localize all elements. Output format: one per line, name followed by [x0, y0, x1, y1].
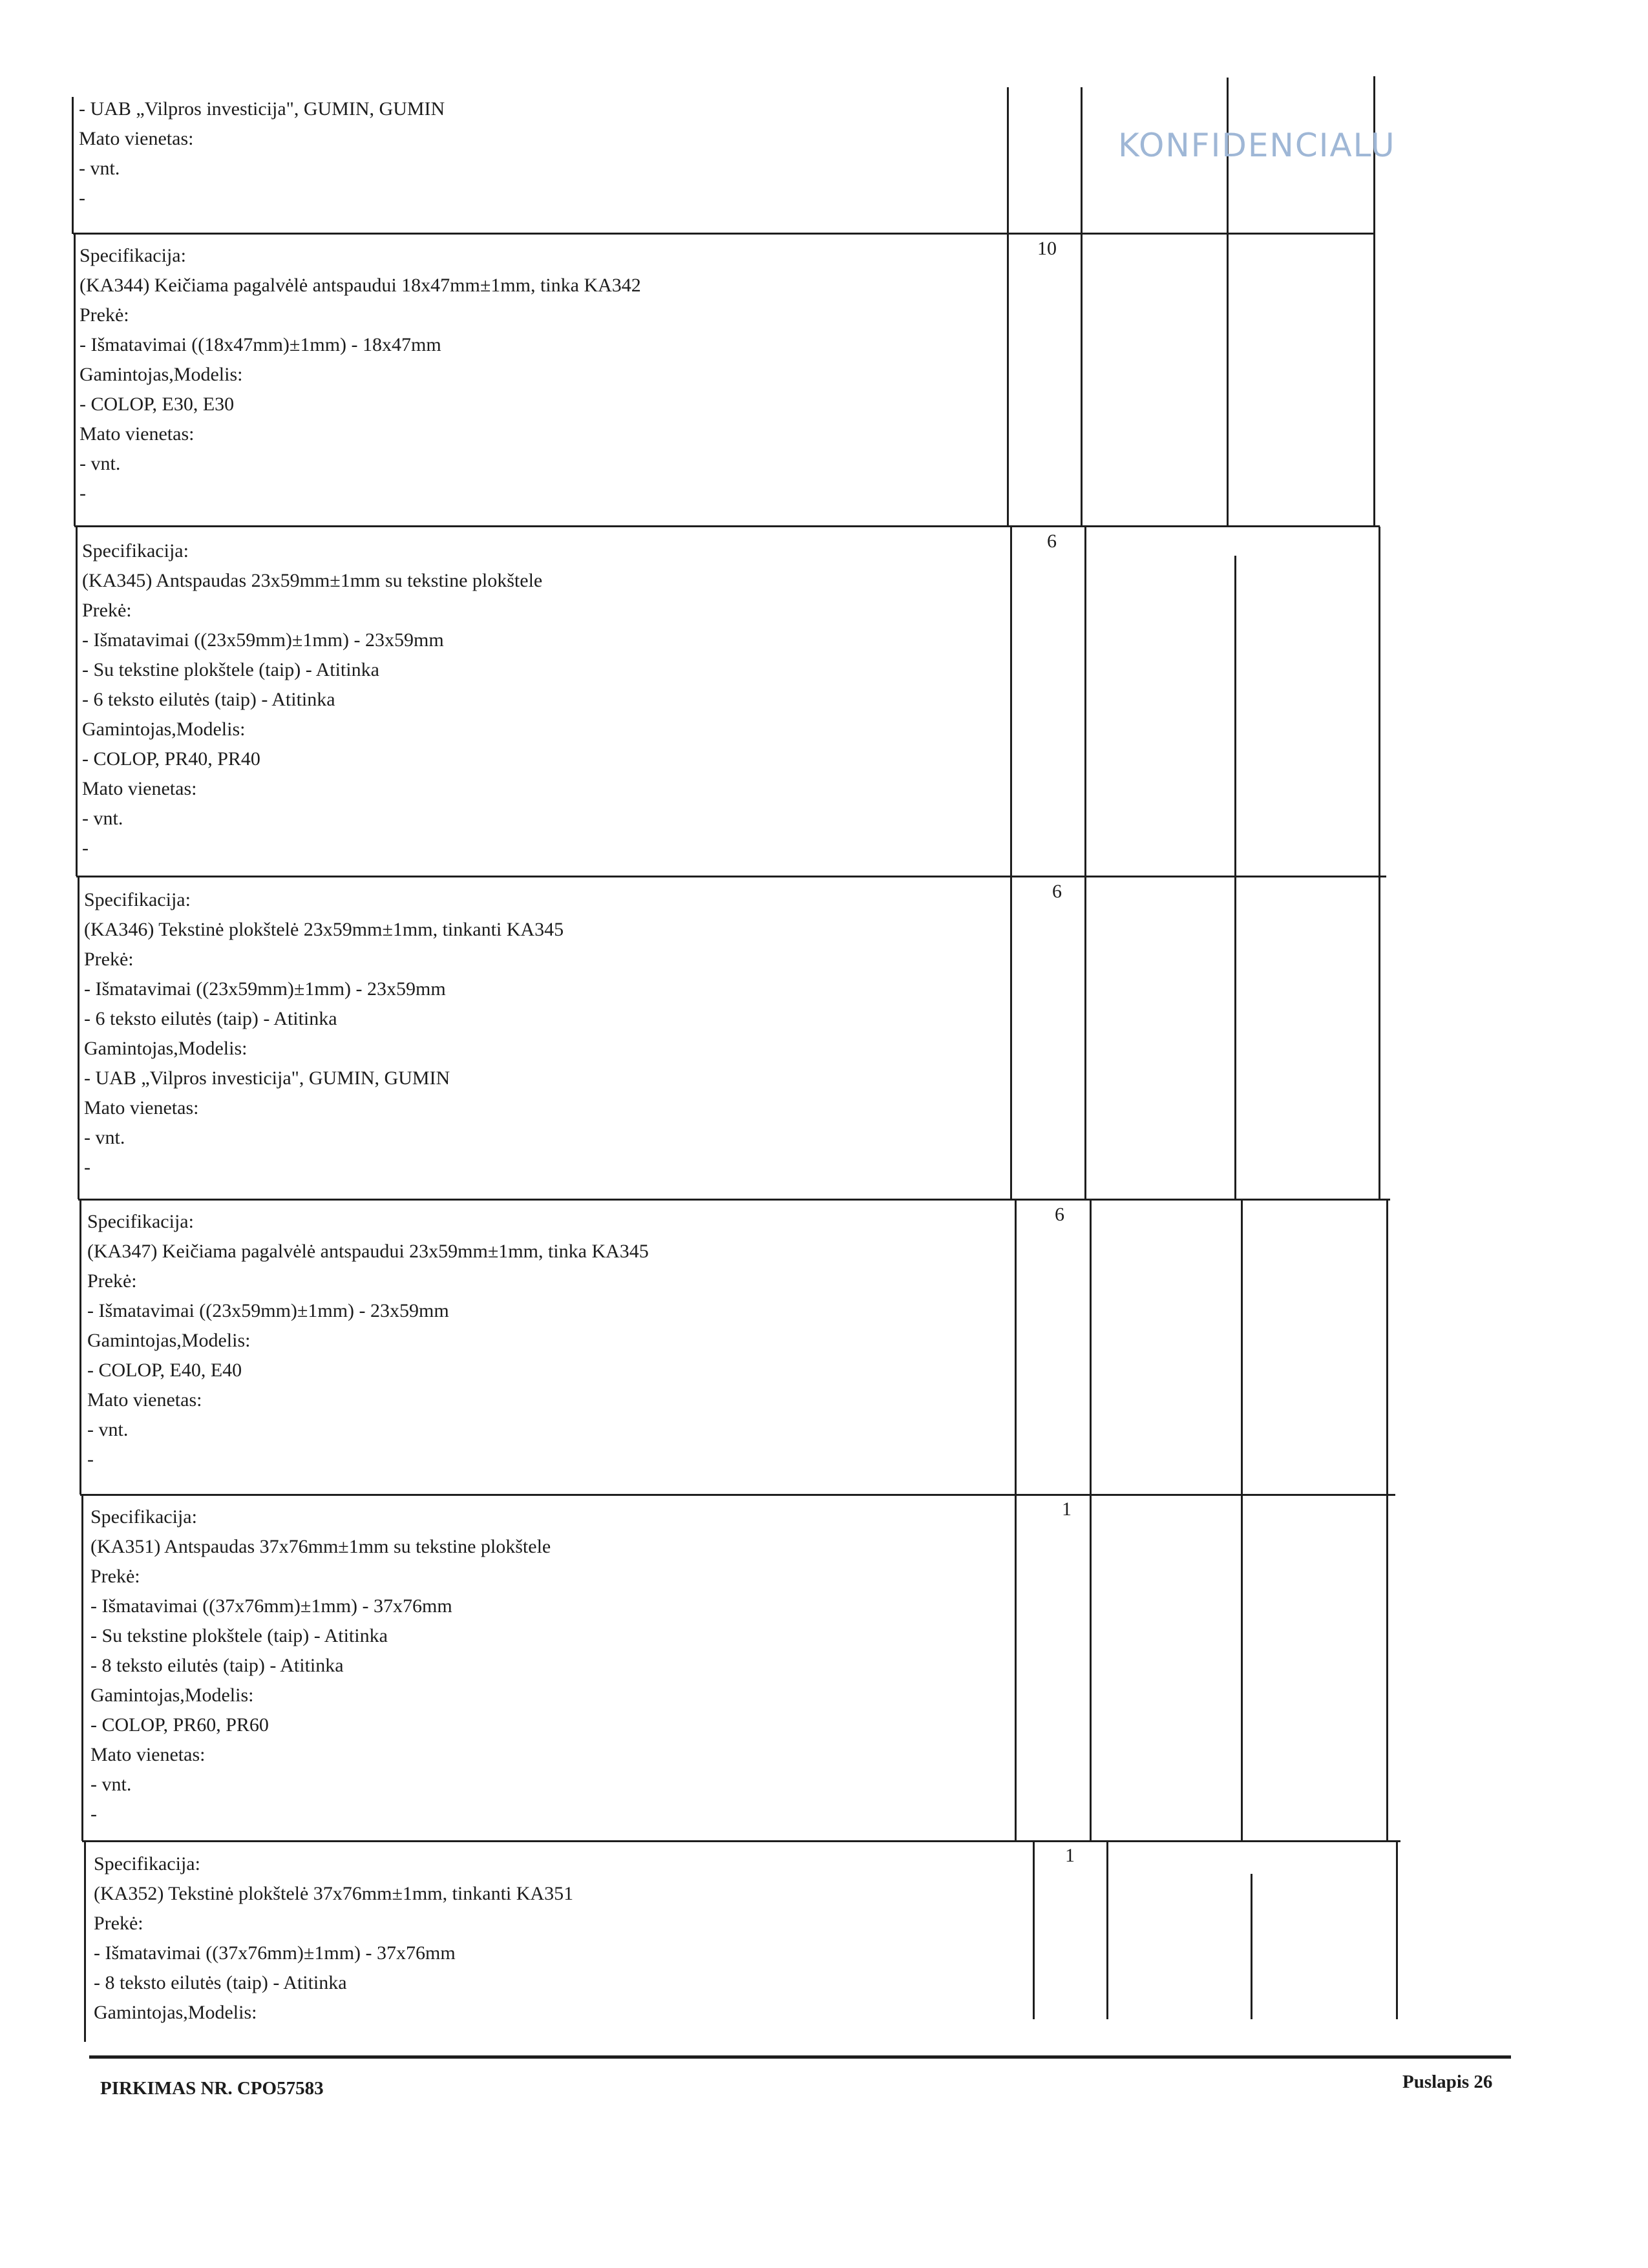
- spec-line: Gamintojas,Modelis:: [79, 364, 243, 385]
- spec-line: (KA347) Keičiama pagalvėlė antspaudui 23x59mm±1mm, tinka KA345: [87, 1241, 649, 1262]
- specification-cell: [94, 1849, 573, 2028]
- spec-line: - vnt.: [90, 1774, 132, 1795]
- spec-line: - UAB „Vilpros investicija", GUMIN, GUMIN: [84, 1067, 450, 1089]
- spec-line: Gamintojas,Modelis:: [84, 1038, 248, 1059]
- confidential-watermark: KONFIDENCIALU: [1118, 127, 1396, 164]
- spec-line: Prekė:: [82, 600, 132, 621]
- spec-line: - COLOP, PR40, PR40: [82, 748, 260, 770]
- spec-line: - 6 teksto eilutės (taip) - Atitinka: [84, 1008, 337, 1029]
- table-left-border: [76, 527, 78, 876]
- spec-line: - COLOP, E40, E40: [87, 1360, 242, 1381]
- spec-line: Prekė:: [84, 949, 134, 970]
- spec-line: Gamintojas,Modelis:: [94, 2002, 257, 2023]
- spec-line: - vnt.: [82, 808, 123, 829]
- column-divider: [1234, 556, 1236, 1199]
- procurement-number: PIRKIMAS NR. CPO57583: [100, 2078, 324, 2099]
- spec-line: Specifikacija:: [90, 1506, 197, 1528]
- spec-line: - Su tekstine plokštele (taip) - Atitinka: [90, 1625, 388, 1646]
- table-left-border: [84, 1842, 86, 2042]
- spec-line: Specifikacija:: [79, 245, 186, 266]
- footer-divider: [89, 2055, 1511, 2059]
- column-divider: [1084, 527, 1086, 1199]
- spec-line: -: [90, 1803, 97, 1825]
- spec-line: -: [79, 187, 85, 209]
- spec-line: Mato vienetas:: [82, 778, 197, 799]
- spec-line: (KA352) Tekstinė plokštelė 37x76mm±1mm, tinkanti KA351: [94, 1883, 574, 1904]
- spec-line: - vnt.: [79, 453, 121, 474]
- table-left-border: [74, 234, 76, 526]
- row-divider: [82, 1840, 1400, 1842]
- quantity-value: 10: [1037, 238, 1057, 259]
- spec-line: Prekė:: [90, 1566, 140, 1587]
- quantity-value: 1: [1065, 1845, 1075, 1866]
- column-divider: [1081, 87, 1083, 525]
- spec-line: - vnt.: [87, 1419, 129, 1440]
- row-divider: [80, 1494, 1395, 1496]
- spec-line: Specifikacija:: [87, 1211, 194, 1232]
- spec-line: - COLOP, E30, E30: [79, 394, 235, 415]
- spec-line: Prekė:: [79, 304, 129, 326]
- specification-cell: [82, 536, 542, 863]
- spec-line: (KA346) Tekstinė plokštelė 23x59mm±1mm, tinkanti KA345: [84, 919, 564, 940]
- table-right-border: [1386, 1200, 1388, 1841]
- row-divider: [78, 1199, 1390, 1201]
- spec-line: - Išmatavimai ((23x59mm)±1mm) - 23x59mm: [82, 629, 444, 651]
- specification-cell: [79, 94, 445, 213]
- spec-line: (KA351) Antspaudas 37x76mm±1mm su tekstine plokštele: [90, 1536, 551, 1557]
- spec-line: -: [79, 483, 86, 504]
- spec-line: - vnt.: [84, 1127, 125, 1148]
- specification-cell: [84, 885, 564, 1182]
- spec-line: - Išmatavimai ((18x47mm)±1mm) - 18x47mm: [79, 334, 441, 355]
- spec-line: - Su tekstine plokštele (taip) - Atitinka: [82, 659, 379, 680]
- page-number: Puslapis 26: [1402, 2072, 1493, 2092]
- spec-line: - 6 teksto eilutės (taip) - Atitinka: [82, 689, 335, 710]
- table-right-border: [1379, 527, 1380, 1199]
- spec-line: Gamintojas,Modelis:: [90, 1685, 254, 1706]
- spec-line: Mato vienetas:: [79, 423, 195, 445]
- spec-line: Prekė:: [94, 1913, 143, 1934]
- specification-cell: [79, 241, 641, 509]
- spec-line: Gamintojas,Modelis:: [87, 1330, 251, 1351]
- table-left-border: [81, 1495, 83, 1841]
- spec-line: - 8 teksto eilutės (taip) - Atitinka: [90, 1655, 344, 1676]
- row-divider: [74, 525, 1380, 527]
- quantity-value: 6: [1055, 1204, 1064, 1225]
- spec-line: - 8 teksto eilutės (taip) - Atitinka: [94, 1972, 347, 1993]
- column-divider: [1251, 1874, 1252, 2019]
- spec-line: Mato vienetas:: [87, 1389, 202, 1411]
- spec-line: (KA345) Antspaudas 23x59mm±1mm su tekstine plokštele: [82, 570, 543, 591]
- spec-line: - Išmatavimai ((23x59mm)±1mm) - 23x59mm: [87, 1300, 449, 1321]
- column-divider: [1106, 1842, 1108, 2019]
- quantity-value: 6: [1047, 530, 1057, 552]
- spec-line: Specifikacija:: [84, 889, 191, 910]
- spec-line: - Išmatavimai ((37x76mm)±1mm) - 37x76mm: [94, 1942, 456, 1964]
- spec-line: Mato vienetas:: [84, 1097, 199, 1118]
- column-divider: [1007, 87, 1009, 525]
- row-divider: [76, 876, 1386, 877]
- specification-cell: [87, 1207, 649, 1475]
- spec-line: - Išmatavimai ((37x76mm)±1mm) - 37x76mm: [90, 1595, 452, 1617]
- spec-line: Mato vienetas:: [79, 128, 194, 149]
- table-right-border: [1396, 1842, 1398, 2019]
- spec-line: (KA344) Keičiama pagalvėlė antspaudui 18x47mm±1mm, tinka KA342: [79, 275, 641, 296]
- quantity-value: 1: [1062, 1498, 1072, 1520]
- spec-line: Specifikacija:: [82, 540, 189, 562]
- specification-cell: [90, 1502, 551, 1829]
- column-divider: [1241, 1200, 1243, 1841]
- column-divider: [1010, 527, 1012, 1199]
- row-divider: [73, 233, 1375, 235]
- spec-line: - vnt.: [79, 158, 120, 179]
- quantity-value: 6: [1052, 881, 1062, 902]
- spec-line: - Išmatavimai ((23x59mm)±1mm) - 23x59mm: [84, 978, 446, 1000]
- spec-line: -: [87, 1449, 94, 1470]
- spec-line: Prekė:: [87, 1270, 137, 1292]
- spec-line: -: [82, 837, 89, 859]
- column-divider: [1090, 1200, 1092, 1841]
- spec-line: - COLOP, PR60, PR60: [90, 1714, 269, 1736]
- table-left-border: [72, 97, 74, 234]
- spec-line: -: [84, 1157, 90, 1178]
- spec-line: Gamintojas,Modelis:: [82, 719, 246, 740]
- spec-line: Mato vienetas:: [90, 1744, 206, 1765]
- spec-line: Specifikacija:: [94, 1853, 200, 1874]
- column-divider: [1015, 1200, 1017, 1841]
- spec-line: - UAB „Vilpros investicija", GUMIN, GUMIN: [79, 98, 445, 120]
- column-divider: [1033, 1842, 1035, 2019]
- table-left-border: [78, 877, 79, 1199]
- table-left-border: [79, 1200, 81, 1495]
